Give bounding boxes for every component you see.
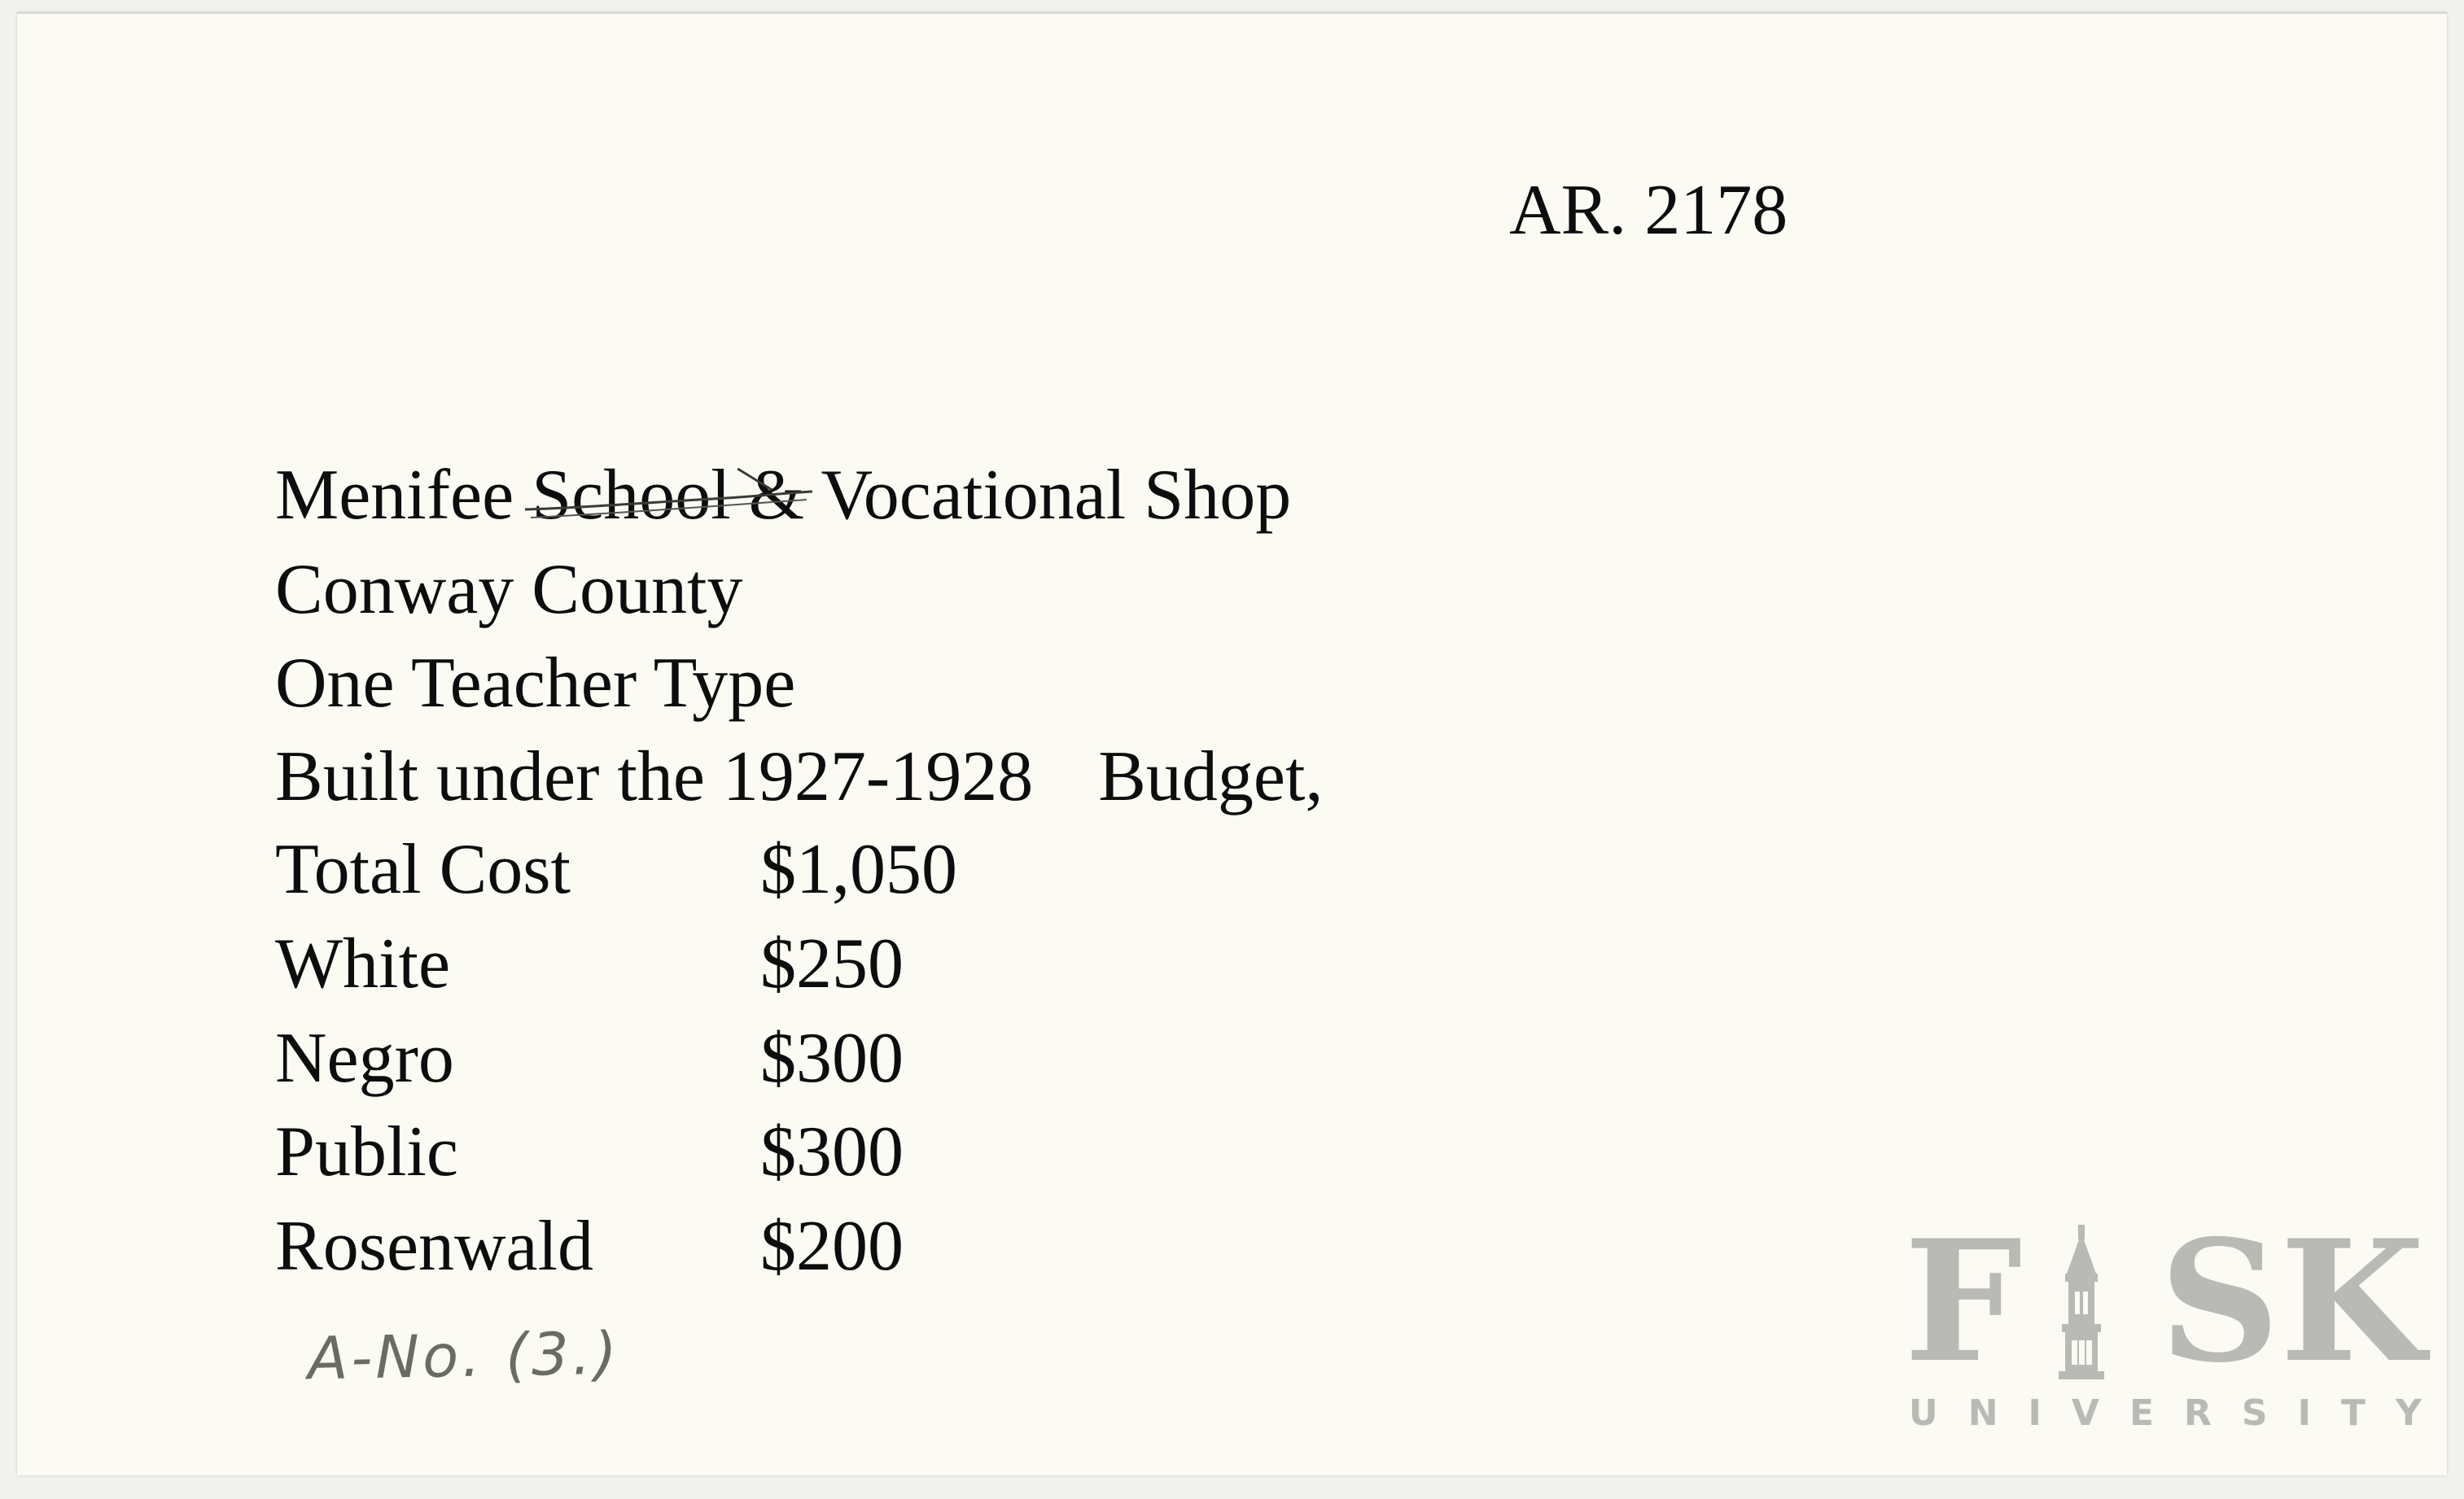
record-card [17,12,2452,1475]
struck-text-content: School & [532,456,805,535]
catalog-number: AR. 2178 [1509,171,1788,250]
tower-icon [2041,1225,2122,1379]
watermark-letters-sk: SK [2159,1204,2425,1400]
cost-label: White [275,924,451,1003]
county: Conway County [275,550,743,629]
cost-label: Rosenwald [275,1207,594,1286]
watermark-subtitle: UNIVERSITY [1909,1392,2452,1434]
fisk-university-watermark [1904,1204,2452,1438]
school-name-line [275,456,1292,535]
school-name: Menifee [275,456,514,535]
budget-line [275,737,1324,816]
watermark-wordmark [1904,1204,2425,1400]
cost-value: $300 [760,1019,904,1098]
cost-label: Negro [275,1019,454,1098]
watermark-letter-f: F [1904,1204,2023,1400]
school-name-rest: Vocational Shop [821,456,1292,535]
struck-text [532,456,804,535]
cost-label: Total Cost [275,830,571,909]
school-type: One Teacher Type [275,644,796,723]
cost-value: $200 [760,1207,904,1286]
budget-years: Built under the 1927-1928 [275,737,1034,816]
cost-value: $300 [760,1112,904,1191]
cost-value: $1,050 [760,830,957,909]
budget-word: Budget, [1098,737,1324,816]
cost-label: Public [275,1112,458,1191]
handwritten-note: A-No. (3.) [307,1318,621,1393]
cost-value: $250 [760,924,904,1003]
